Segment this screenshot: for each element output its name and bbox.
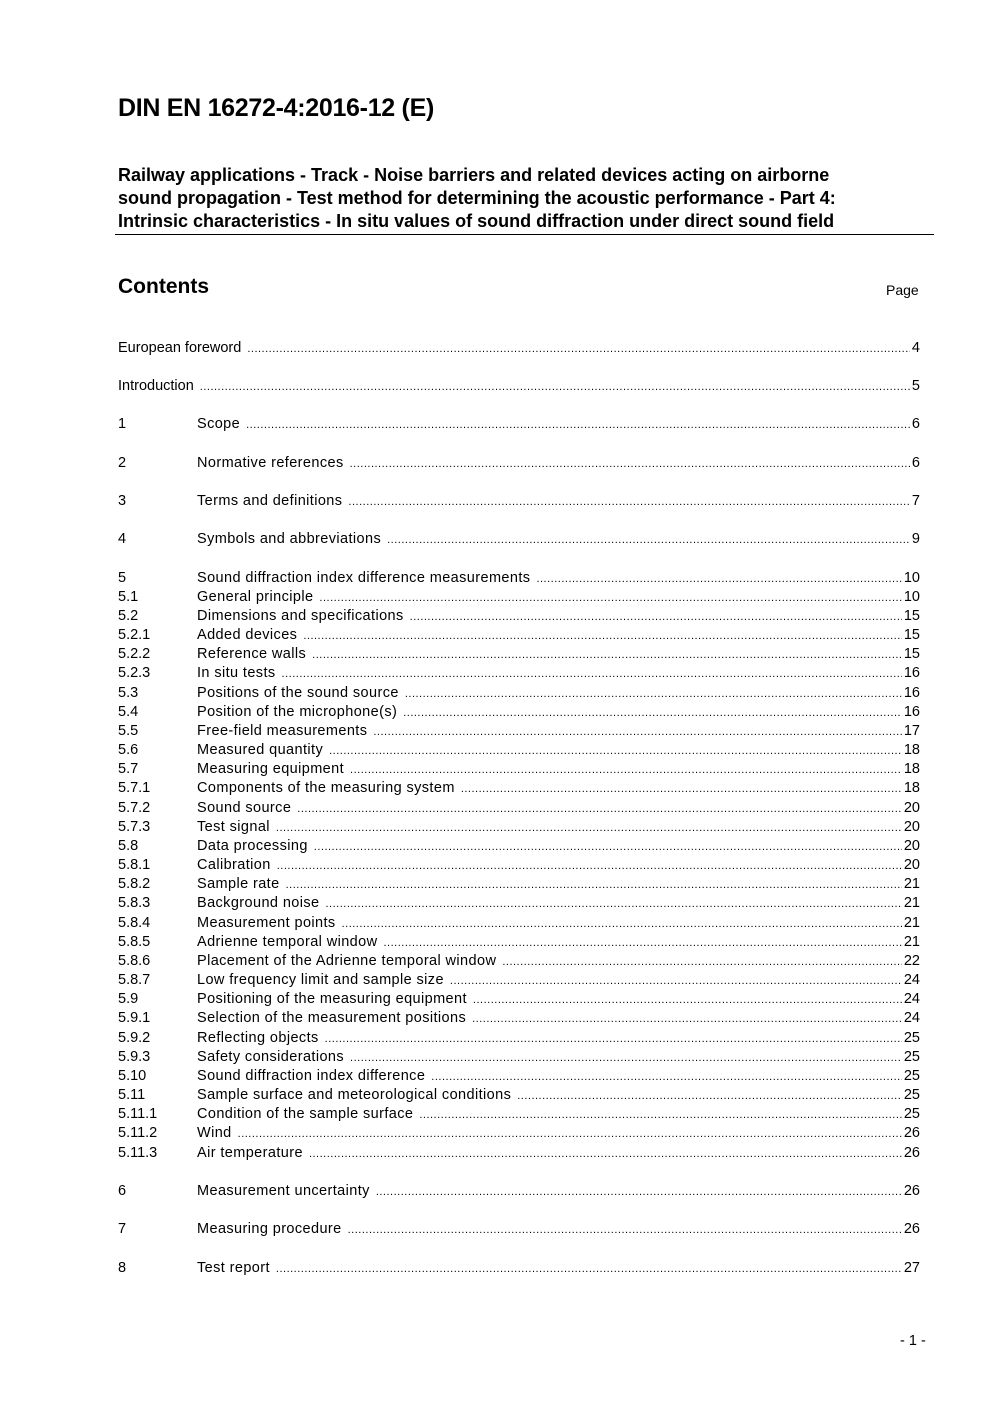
toc-entry-number: 5 [118,570,127,586]
toc-entry-number: 5.10 [118,1068,147,1084]
toc-entry-page: 25 [903,1087,920,1103]
toc-entry-label: Test report [197,1260,270,1276]
toc-entry[interactable] [118,1220,920,1239]
toc-dot-leader [200,378,910,397]
toc-dot-leader [238,1125,902,1144]
title-line: Intrinsic characteristics - In situ values of sound diffraction under direct sound field [118,211,835,231]
toc-entry-page: 10 [903,570,920,586]
toc-dot-leader [342,915,902,934]
toc-dot-leader [282,665,902,684]
toc-entry-label: Safety considerations [197,1049,345,1065]
toc-entry[interactable] [118,799,920,818]
toc-entry[interactable] [118,856,920,875]
toc-entry[interactable] [118,837,920,856]
toc-entry-number: 5.11.2 [118,1125,158,1141]
toc-entry-number: 5.2.1 [118,627,151,643]
toc-entry-number: 5.8.5 [118,934,151,950]
toc-entry-number: 5.2.3 [118,665,151,681]
toc-entry-number: 5.6 [118,742,139,758]
toc-entry-page: 20 [903,819,920,835]
toc-entry-number: 1 [118,416,127,432]
page-number: - 1 - [900,1333,926,1349]
toc-entry[interactable] [118,530,920,549]
toc-entry-page: 24 [903,972,920,988]
toc-entry-label: Positions of the sound source [197,685,399,701]
toc-entry-label: Air temperature [197,1145,303,1161]
toc-entry[interactable] [118,703,920,722]
toc-dot-leader [325,895,901,914]
toc-entry[interactable] [118,645,920,664]
toc-entry-number: 5.8.2 [118,876,151,892]
toc-entry-page: 26 [903,1145,920,1161]
toc-entry[interactable] [118,741,920,760]
toc-dot-leader [303,627,902,646]
toc-entry-page: 24 [903,1010,920,1026]
title-line: sound propagation - Test method for determining the acoustic performance - Part 4: [118,188,836,208]
toc-dot-leader [419,1106,902,1125]
toc-dot-leader [376,1183,902,1202]
toc-entry-page: 16 [903,665,920,681]
toc-dot-leader [246,416,910,435]
toc-entry-number: 5.1 [118,589,139,605]
toc-dot-leader [348,1221,902,1240]
toc-entry-number: 5.8.6 [118,953,151,969]
toc-entry-number: 5.11 [118,1087,146,1103]
toc-entry-page: 25 [903,1030,920,1046]
toc-entry[interactable] [118,684,920,703]
toc-entry[interactable] [118,722,920,741]
toc-entry-label: European foreword [118,340,242,356]
toc-dot-leader [536,570,901,589]
toc-dot-leader [403,704,902,723]
toc-dot-leader [473,991,902,1010]
toc-entry-number: 5.5 [118,723,139,739]
toc-dot-leader [350,455,910,474]
toc-entry-label: Data processing [197,838,308,854]
toc-entry-number: 5.9.2 [118,1030,151,1046]
toc-dot-leader [309,1145,902,1164]
toc-entry-number: 5.8.4 [118,915,151,931]
toc-entry-label: Sound diffraction index difference measurements [197,570,531,586]
toc-entry[interactable] [118,588,920,607]
toc-entry-number: 5.8.3 [118,895,151,911]
toc-entry-label: Reference walls [197,646,307,662]
toc-entry[interactable] [118,818,920,837]
toc-entry-page: 27 [903,1260,920,1276]
toc-entry-number: 5.9.1 [118,1010,151,1026]
toc-entry-number: 2 [118,455,127,471]
toc-entry-label: Low frequency limit and sample size [197,972,444,988]
toc-entry-label: Measurement uncertainty [197,1183,370,1199]
toc-entry-label: Components of the measuring system [197,780,455,796]
toc-dot-leader [314,838,902,857]
toc-entry[interactable] [118,1067,920,1086]
toc-entry-label: Calibration [197,857,271,873]
toc-entry-number: 4 [118,531,127,547]
toc-entry-label: Terms and definitions [197,493,343,509]
toc-entry-page: 21 [903,915,920,931]
toc-entry-label: Reflecting objects [197,1030,319,1046]
toc-entry-label: Symbols and abbreviations [197,531,382,547]
toc-dot-leader [517,1087,902,1106]
toc-entry[interactable] [118,1182,920,1201]
toc-entry[interactable] [118,1009,920,1028]
toc-entry-label: Position of the microphone(s) [197,704,398,720]
toc-entry[interactable] [118,377,920,396]
title-underline [115,234,934,235]
toc-entry-page: 25 [903,1049,920,1065]
toc-entry-page: 20 [903,800,920,816]
toc-entry-number: 5.3 [118,685,139,701]
toc-dot-leader [286,876,902,895]
toc-entry-number: 5.7.1 [118,780,151,796]
toc-dot-leader [387,531,910,550]
toc-entry[interactable] [118,1086,920,1105]
toc-entry-label: Normative references [197,455,344,471]
toc-entry[interactable] [118,779,920,798]
toc-entry-page: 15 [903,627,920,643]
toc-dot-leader [431,1068,902,1087]
contents-heading: Contents [118,275,209,298]
toc-entry-number: 5.8.7 [118,972,151,988]
toc-entry[interactable] [118,569,920,588]
toc-entry-label: Measurement points [197,915,336,931]
toc-entry-page: 25 [903,1106,920,1122]
toc-dot-leader [329,742,902,761]
toc-dot-leader [277,857,902,876]
document-title [118,164,934,235]
toc-entry[interactable] [118,1144,920,1163]
toc-entry-number: 5.8.1 [118,857,151,873]
toc-entry-page: 24 [903,991,920,1007]
toc-entry-label: Measuring procedure [197,1221,342,1237]
toc-entry-number: 5.7 [118,761,139,777]
toc-entry[interactable] [118,971,920,990]
toc-entry[interactable] [118,914,920,933]
toc-entry-label: Sample surface and meteorological conditions [197,1087,512,1103]
toc-entry-page: 16 [903,704,920,720]
toc-entry-page: 21 [903,934,920,950]
toc-entry-page: 25 [903,1068,920,1084]
toc-entry-page: 18 [903,780,920,796]
toc-entry-page: 26 [903,1183,920,1199]
toc-entry-label: In situ tests [197,665,276,681]
toc-entry-number: 7 [118,1221,127,1237]
toc-entry-page: 16 [903,685,920,701]
toc-entry-label: Positioning of the measuring equipment [197,991,467,1007]
toc-entry-number: 5.11.1 [118,1106,158,1122]
toc-entry-label: Free-field measurements [197,723,368,739]
toc-entry[interactable] [118,1259,920,1278]
toc-entry[interactable] [118,990,920,1009]
toc-entry[interactable] [118,492,920,511]
toc-entry-page: 6 [911,455,920,471]
title-line: Railway applications - Track - Noise barriers and related devices acting on airborne [118,165,830,185]
toc-entry-page: 21 [903,876,920,892]
toc-entry-number: 5.9 [118,991,139,1007]
toc-entry-label: Adrienne temporal window [197,934,378,950]
toc-entry-number: 5.2.2 [118,646,151,662]
toc-entry[interactable] [118,339,920,358]
toc-entry-page: 26 [903,1221,920,1237]
toc-entry[interactable] [118,1048,920,1067]
toc-dot-leader [312,646,902,665]
toc-entry-page: 22 [903,953,920,969]
toc-dot-leader [325,1030,902,1049]
toc-entry[interactable] [118,1124,920,1143]
toc-entry-page: 20 [903,838,920,854]
toc-entry-number: 5.4 [118,704,139,720]
toc-entry-page: 4 [911,340,920,356]
page-column-label: Page [886,282,919,298]
toc-entry[interactable] [118,626,920,645]
toc-dot-leader [373,723,901,742]
toc-entry-page: 9 [911,531,920,547]
toc-dot-leader [472,1010,902,1029]
toc-dot-leader [348,493,910,512]
toc-entry-label: Sound diffraction index difference [197,1068,426,1084]
toc-dot-leader [276,1260,902,1279]
toc-entry-page: 20 [903,857,920,873]
toc-entry-label: Wind [197,1125,232,1141]
toc-entry-page: 17 [903,723,920,739]
toc-entry-label: Measured quantity [197,742,324,758]
document-id: DIN EN 16272-4:2016-12 (E) [118,94,434,122]
toc-entry[interactable] [118,1105,920,1124]
toc-entry-label: Dimensions and specifications [197,608,404,624]
toc-entry-page: 21 [903,895,920,911]
toc-entry[interactable] [118,415,920,434]
toc-entry-label: Added devices [197,627,298,643]
toc-entry-number: 3 [118,493,127,509]
toc-dot-leader [297,800,902,819]
toc-entry-label: General principle [197,589,314,605]
toc-entry[interactable] [118,454,920,473]
toc-entry-page: 15 [903,646,920,662]
toc-dot-leader [350,761,902,780]
toc-entry-number: 5.8 [118,838,139,854]
toc-entry[interactable] [118,933,920,952]
toc-entry-page: 6 [911,416,920,432]
toc-entry-page: 10 [903,589,920,605]
toc-entry-label: Background noise [197,895,320,911]
toc-dot-leader [410,608,902,627]
toc-entry-label: Sample rate [197,876,280,892]
toc-dot-leader [405,685,902,704]
toc-entry-number: 5.7.2 [118,800,151,816]
toc-entry-number: 5.7.3 [118,819,151,835]
toc-dot-leader [450,972,902,991]
toc-entry-number: 5.9.3 [118,1049,151,1065]
toc-entry[interactable] [118,894,920,913]
toc-dot-leader [383,934,901,953]
toc-entry-label: Sound source [197,800,292,816]
toc-entry-page: 18 [903,761,920,777]
toc-entry-label: Scope [197,416,241,432]
toc-entry-page: 7 [911,493,920,509]
toc-entry-number: 5.11.3 [118,1145,158,1161]
toc-dot-leader [350,1049,902,1068]
toc-entry[interactable] [118,1029,920,1048]
toc-entry-page: 26 [903,1125,920,1141]
toc-entry[interactable] [118,952,920,971]
toc-entry[interactable] [118,607,920,626]
toc-entry-page: 5 [911,378,920,394]
toc-entry-number: 8 [118,1260,127,1276]
toc-entry-page: 15 [903,608,920,624]
toc-entry-number: 5.2 [118,608,139,624]
toc-entry-label: Measuring equipment [197,761,345,777]
toc-entry-label: Condition of the sample surface [197,1106,414,1122]
toc-dot-leader [276,819,902,838]
toc-entry-number: 6 [118,1183,127,1199]
toc-entry-label: Placement of the Adrienne temporal window [197,953,497,969]
toc-entry[interactable] [118,760,920,779]
toc-entry-label: Selection of the measurement positions [197,1010,467,1026]
toc-entry[interactable] [118,664,920,683]
toc-dot-leader [461,780,902,799]
toc-dot-leader [502,953,902,972]
toc-dot-leader [319,589,901,608]
toc-dot-leader [247,340,910,359]
toc-entry-label: Introduction [118,378,194,394]
toc-entry[interactable] [118,875,920,894]
toc-entry-label: Test signal [197,819,270,835]
toc-entry-page: 18 [903,742,920,758]
